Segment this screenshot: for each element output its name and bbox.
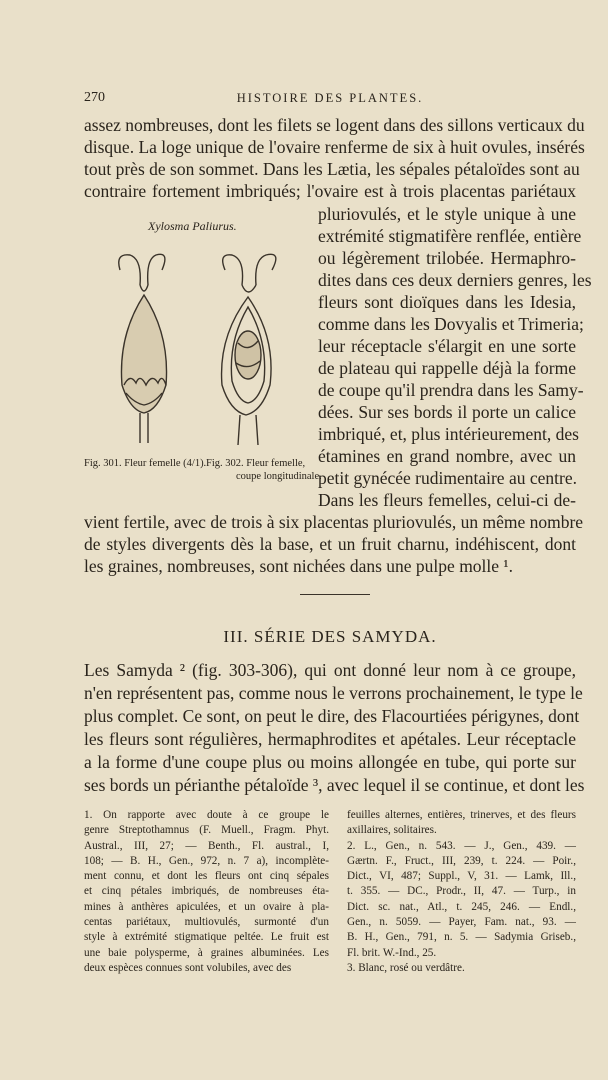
section-line: les fleurs sont régulières, hermaphrodites et apétales. Leur réceptacle — [84, 729, 576, 749]
wrap-line: fleurs sont dioïques dans les Idesia, — [318, 292, 576, 312]
wrap-line: de plateau qui rappelle déjà la forme — [318, 358, 576, 378]
footnote-line: deux espèces connues sont volubiles, avec des — [84, 961, 292, 974]
footnote-line: 3. Blanc, rosé ou verdâtre. — [347, 961, 465, 974]
footnote-line: Gærtn. F., Fruct., III, 239, t. 224. — Poir., — [347, 854, 576, 867]
body-line: vient fertile, avec de trois à six placentas pluriovulés, un même nombre — [84, 512, 584, 532]
section-line: Les Samyda ² (fig. 303-306), qui ont donné leur nom à ce groupe, — [84, 660, 576, 680]
wrap-line: extrémité stigmatifère renflée, entière — [318, 226, 582, 246]
body-line: assez nombreuses, dont les filets se logent dans des sillons verticaux du — [84, 115, 585, 135]
body-line: disque. La loge unique de l'ovaire renferme de six à huit ovules, insérés — [84, 137, 585, 157]
footnote-line: Gen., n. 5059. — Payer, Fam. nat., 93. — — [347, 916, 576, 929]
wrap-line: dites dans ces deux derniers genres, les — [318, 270, 592, 290]
section-line: n'en représentent pas, comme nous le verrons prochainement, le type le — [84, 683, 583, 703]
page-header — [84, 90, 576, 108]
section-divider — [300, 594, 370, 595]
footnote-line: Dict., VI, 487; Suppl., V, 31. — Lamk, Ill., — [347, 870, 576, 883]
figure-caption-301: Fig. 301. Fleur femelle (4/1). — [84, 458, 207, 469]
footnote-line: axillaires, solitaires. — [347, 824, 437, 837]
footnote-line: mines à anthères apiculées, et un ovaire à pla- — [84, 900, 329, 913]
footnote-line: feuilles alternes, entières, trinerves, et des fleurs — [347, 809, 576, 821]
figure-caption-302-line2: coupe longitudinale. — [236, 471, 322, 482]
figure-caption-302-line1: Fig. 302. Fleur femelle, — [206, 458, 306, 469]
wrap-line: leur réceptacle s'élargit en une sorte — [318, 336, 576, 356]
footnote-line: ment connu, et dont les fleurs ont cinq sépales — [84, 870, 329, 883]
section-line: plus complet. Ce sont, on peut le dire, des Flacourtiées périgynes, dont — [84, 706, 580, 726]
footnote-line: et cinq pétales imbriqués, de nombreuses éta- — [84, 885, 329, 898]
footnote-line: t. 355. — DC., Prodr., II, 47. — Turp., in — [347, 885, 576, 898]
footnote-line: 108; — B. H., Gen., 972, n. 7 a), incomplète- — [84, 854, 329, 867]
section-line: a la forme d'une coupe plus ou moins allongée en tube, qui porte sur — [84, 752, 576, 772]
figure-illustration — [100, 245, 310, 455]
section-line: ses bords un périanthe pétaloïde ³, avec lequel il se continue, et dont les — [84, 775, 585, 795]
footnote-line: 2. L., Gen., n. 543. — J., Gen., 439. — — [347, 839, 576, 852]
wrap-line: petit gynécée rudimentaire au centre. — [318, 468, 577, 488]
wrap-line: pluriovulés, et le style unique à une — [318, 204, 576, 224]
wrap-line: ou légèrement trilobée. Hermaphro- — [318, 248, 576, 268]
figure-title: Xylosma Paliurus. — [148, 219, 237, 233]
footnote-line: Fl. brit. W.-Ind., 25. — [347, 946, 437, 959]
wrap-line: dées. Sur ses bords il porte un calice — [318, 402, 576, 422]
footnote-line: Dict. sc. nat., Atl., t. 245, 246. — Endl., — [347, 900, 576, 913]
running-title: HISTOIRE DES PLANTES. — [236, 91, 424, 105]
footnotes-right — [347, 808, 576, 976]
footnote-line: une baie polysperme, à graines albuminées. Les — [84, 946, 329, 959]
footnote-line: centas pariétaux, multiovulés, surmonté d'un — [84, 916, 329, 929]
body-line: contraire fortement imbriqués; l'ovaire est à trois placentas pariétaux — [84, 181, 576, 201]
footnotes-left — [84, 808, 329, 976]
body-line: tout près de son sommet. Dans les Lætia, les sépales pétaloïdes sont au — [84, 159, 580, 179]
footnote-line: Austral., III, 27; — Benth., Fl. austral., I, — [84, 839, 329, 852]
body-line: de styles divergents dès la base, et un fruit charnu, indéhiscent, dont — [84, 534, 576, 554]
footnote-line: 1. On rapporte avec doute à ce groupe le — [84, 809, 329, 821]
wrap-line: imbriqué, et, plus intérieurement, des — [318, 424, 579, 444]
wrap-line: Dans les fleurs femelles, celui-ci de- — [318, 490, 576, 510]
section-title: III. SÉRIE DES SAMYDA. — [223, 627, 437, 646]
footnote-line: B. H., Gen., 791, n. 5. — Sadymia Griseb., — [347, 931, 576, 944]
wrap-line: de coupe qu'il prendra dans les Samy- — [318, 380, 584, 400]
footnote-line: style à extrémité stigmatique peltée. Le fruit est — [84, 931, 329, 944]
xylosma-flower-illustration — [100, 245, 310, 455]
footnote-line: genre Streptothamnus (F. Muell., Fragm. Phyt. — [84, 824, 329, 837]
wrap-line: comme dans les Dovyalis et Trimeria; — [318, 314, 584, 334]
body-line: les graines, nombreuses, sont nichées dans une pulpe molle ¹. — [84, 556, 514, 576]
wrap-line: étamines en grand nombre, avec un — [318, 446, 576, 466]
page-number: 270 — [84, 90, 105, 105]
